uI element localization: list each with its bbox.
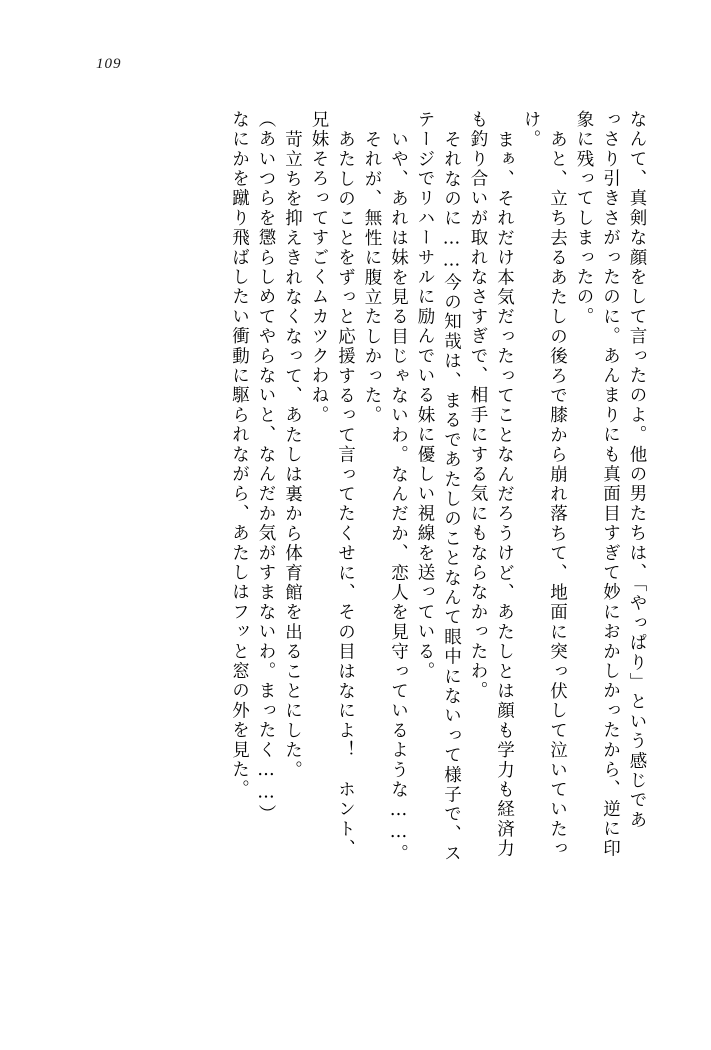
text-line: あたしのことをずっと応援するって言ってたくせに、その目はなによ！ ホント、	[335, 130, 356, 859]
text-line: それが、無性に腹立たしかった。	[362, 130, 382, 426]
text-line: 兄妹そろってすごくムカツクわね。	[309, 110, 329, 426]
page-number: 109	[96, 56, 122, 72]
text-line: まぁ、それだけ本気だったってことなんだろうけど、あたしとは顔も学力も経済力	[494, 130, 515, 859]
text-line: なんて、真剣な顔をして言ったのよ。他の男たちは、「やっぱり」という感じであ	[627, 110, 647, 831]
text-line: 象に残ってしまったの。	[574, 110, 594, 327]
text-line: いや、あれは妹を見る目じゃないわ。なんだか、恋人を見守っているような……。	[388, 130, 409, 864]
text-line: テージでリハーサルに励んでいる妹に優しい視線を送っている。	[415, 110, 435, 682]
text-line: それなのに……今の知哉は、まるであたしのことなんて眼中にないって様子で、ス	[441, 130, 462, 864]
vertical-text-block	[65, 110, 645, 900]
text-line: あと、立ち去るあたしの後ろで膝から崩れ落ちて、地面に突っ伏して泣いていたっ	[547, 130, 568, 859]
text-line: （あいつらを懲らしめてやらないと、なんだか気がすまないわ。まったく……）	[256, 110, 276, 825]
text-line: も釣り合いが取れなさすぎで、相手にする気にもならなかったわ。	[468, 110, 488, 701]
text-line: 苛立ちを抑えきれなくなって、あたしは裏から体育館を出ることにした。	[282, 130, 303, 781]
text-line: っさり引きさがったのに。あんまりにも真面目すぎて妙におかしかったから、逆に印	[600, 110, 621, 859]
text-line: なにかを蹴り飛ばしたい衝動に駆られながら、あたしはフッと窓の外を見た。	[229, 110, 250, 800]
text-line: け。	[521, 110, 541, 150]
